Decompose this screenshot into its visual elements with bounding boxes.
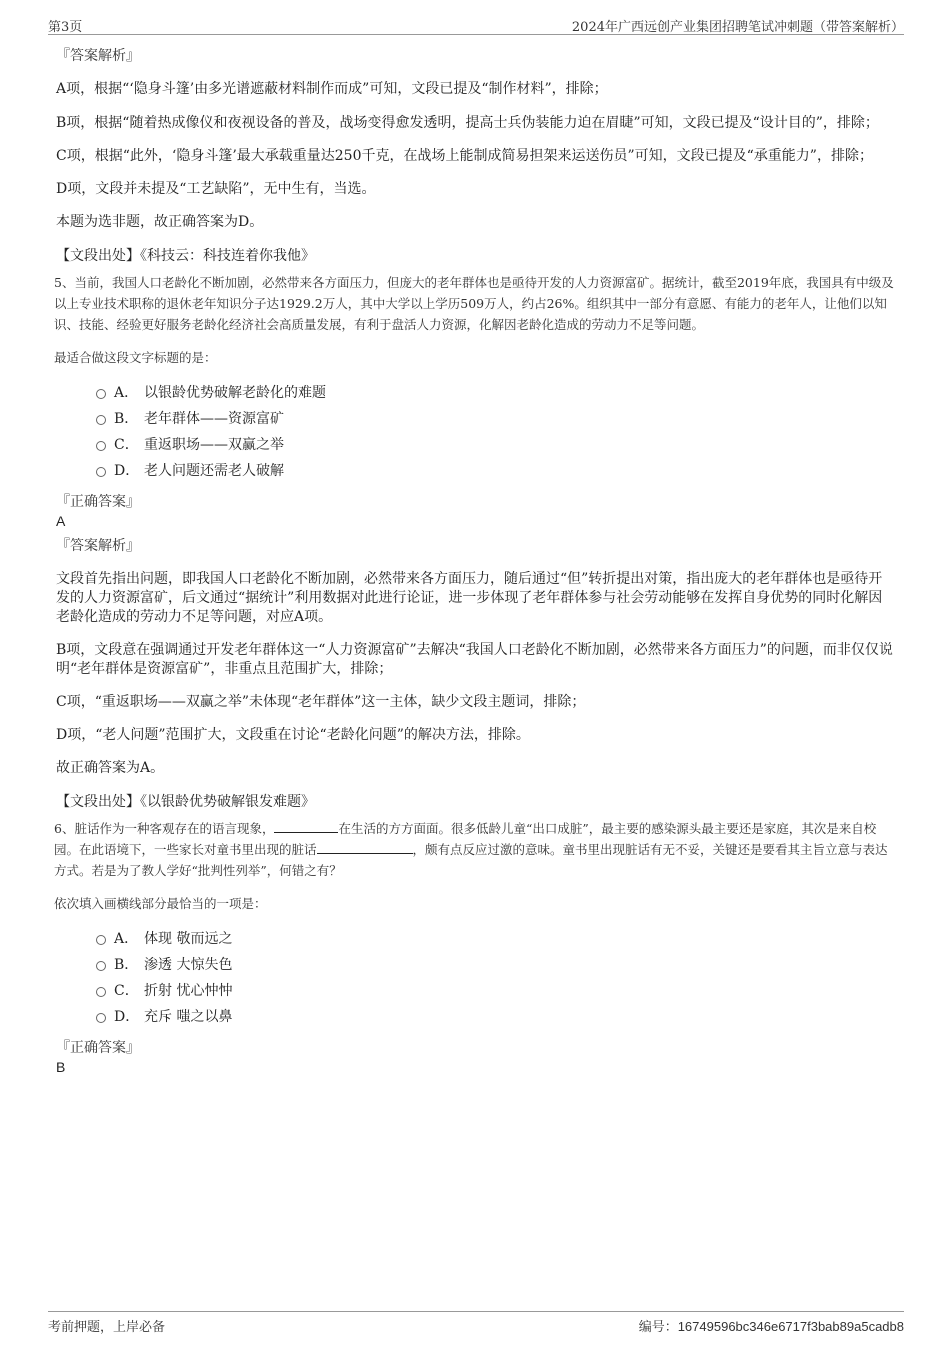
- q6-answer: B: [56, 1059, 66, 1075]
- q5-option-c[interactable]: C． 重返职场——双赢之举: [96, 432, 896, 458]
- q5-option-b[interactable]: B． 老年群体——资源富矿: [96, 406, 896, 432]
- q5-analysis-main: 文段首先指出问题，即我国人口老龄化不断加剧，必然带来各方面压力，随后通过“但”转折提出对策，指出庞大的老年群体也是亟待开发的人力资源富矿，后文通过“据统计”利用数据对此进行论证，进一步体现了老年群体参与社会劳动能够在发挥自身优势的同时化解因老龄化造成的劳动力不足等问题，对应A项。: [56, 571, 883, 625]
- page-number: 第3页: [48, 20, 83, 35]
- radio-icon[interactable]: [96, 415, 106, 425]
- q5-answer: A: [56, 513, 66, 529]
- q4-source: 【文段出处】《科技云：科技连着你我他》: [56, 248, 315, 264]
- q6-option-c[interactable]: C． 折射 忧心忡忡: [96, 978, 896, 1004]
- radio-icon[interactable]: [96, 987, 106, 997]
- q6-stem: 6、脏话作为一种客观存在的语言现象， 在生活的方方面面。很多低龄儿童“出口成脏”，最主要的感染源头最主要还是家庭，其次是来自校园。在此语境下，一些家长对童书里出现的脏话 ，颇有点反应过激的意味。童书里出现脏话有无不妥，关键还是要看其主旨立意与表达方式。若是为了教人学好“批判性列举”，何错之有？: [54, 818, 896, 881]
- q5-prompt: 最适合做这段文字标题的是：: [54, 350, 217, 365]
- radio-icon[interactable]: [96, 441, 106, 451]
- radio-icon[interactable]: [96, 935, 106, 945]
- q5-analysis-c: C项，“重返职场——双赢之举”未体现“老年群体”这一主体，缺少文段主题词，排除；: [56, 694, 586, 710]
- q5-option-d[interactable]: D． 老人问题还需老人破解: [96, 458, 896, 484]
- document-body: [56, 46, 896, 1076]
- page-footer: [48, 1311, 904, 1335]
- q4-analysis-d: D项，文段并未提及“工艺缺陷”，无中生有，当选。: [56, 181, 376, 197]
- fill-blank-2: [317, 839, 413, 854]
- radio-icon[interactable]: [96, 467, 106, 477]
- q5-source: 【文段出处】《以银龄优势破解银发难题》: [56, 794, 315, 810]
- q4-analysis-b: B项，根据“随着热成像仪和夜视设备的普及，战场变得愈发透明，提高士兵伪装能力迫在眉睫”可知，文段已提及“设计目的”，排除；: [56, 115, 879, 131]
- q5-analysis-b: B项，文段意在强调通过开发老年群体这一“人力资源富矿”去解决“我国人口老龄化不断加剧，必然带来各方面压力”的问题，而非仅仅说明“老年群体是资源富矿”，非重点且范围扩大，排除；: [56, 642, 893, 677]
- q5-options: [96, 380, 896, 484]
- q6-prompt: 依次填入画横线部分最恰当的一项是：: [54, 896, 267, 911]
- radio-icon[interactable]: [96, 1013, 106, 1023]
- q6-option-a[interactable]: A． 体现 敬而远之: [96, 926, 896, 952]
- q4-analysis-c: C项，根据“此外，‘隐身斗篷’最大承载重量达250千克，在战场上能制成简易担架来运送伤员”可知，文段已提及“承重能力”，排除；: [56, 148, 873, 164]
- q6-answer-label: 『正确答案』: [56, 1040, 140, 1056]
- q5-analysis-label: 『答案解析』: [56, 538, 140, 554]
- q5-stem: 5、当前，我国人口老龄化不断加剧，必然带来各方面压力，但庞大的老年群体也是亟待开发的人力资源富矿。据统计，截至2019年底，我国具有中级及以上专业技术职称的退休老年知识分子达1929.2万人，其中大学以上学历509万人，约占26%。组织其中一部分有意愿、有能力的老年人，让他们以知识、技能、经验更好服务老龄化经济社会高质量发展，有利于盘活人力资源，化解因老龄化造成的劳动力不足等问题。: [54, 275, 894, 332]
- fill-blank-1: [274, 818, 338, 833]
- q6-option-d[interactable]: D． 充斥 嗤之以鼻: [96, 1004, 896, 1030]
- document-title: 2024年广西远创产业集团招聘笔试冲刺题（带答案解析）: [571, 20, 904, 35]
- q5-conclusion: 故正确答案为A。: [56, 760, 165, 776]
- q5-option-a[interactable]: A． 以银龄优势破解老龄化的难题: [96, 380, 896, 406]
- document-code: 编号：16749596bc346e6717f3bab89a5cadb8: [638, 1319, 904, 1334]
- page-header: [48, 14, 904, 35]
- q4-conclusion: 本题为选非题，故正确答案为D。: [56, 214, 264, 230]
- radio-icon[interactable]: [96, 961, 106, 971]
- q6-options: [96, 926, 896, 1030]
- q6-option-b[interactable]: B． 渗透 大惊失色: [96, 952, 896, 978]
- q4-analysis-a: A项，根据“‘隐身斗篷’由多光谱遮蔽材料制作而成”可知，文段已提及“制作材料”，排除；: [56, 81, 608, 97]
- q5-answer-label: 『正确答案』: [56, 494, 140, 510]
- q4-analysis-label: 『答案解析』: [56, 48, 140, 64]
- radio-icon[interactable]: [96, 389, 106, 399]
- footer-slogan: 考前押题，上岸必备: [48, 1320, 166, 1335]
- q5-analysis-d: D项，“老人问题”范围扩大，文段重在讨论“老龄化问题”的解决方法，排除。: [56, 727, 530, 743]
